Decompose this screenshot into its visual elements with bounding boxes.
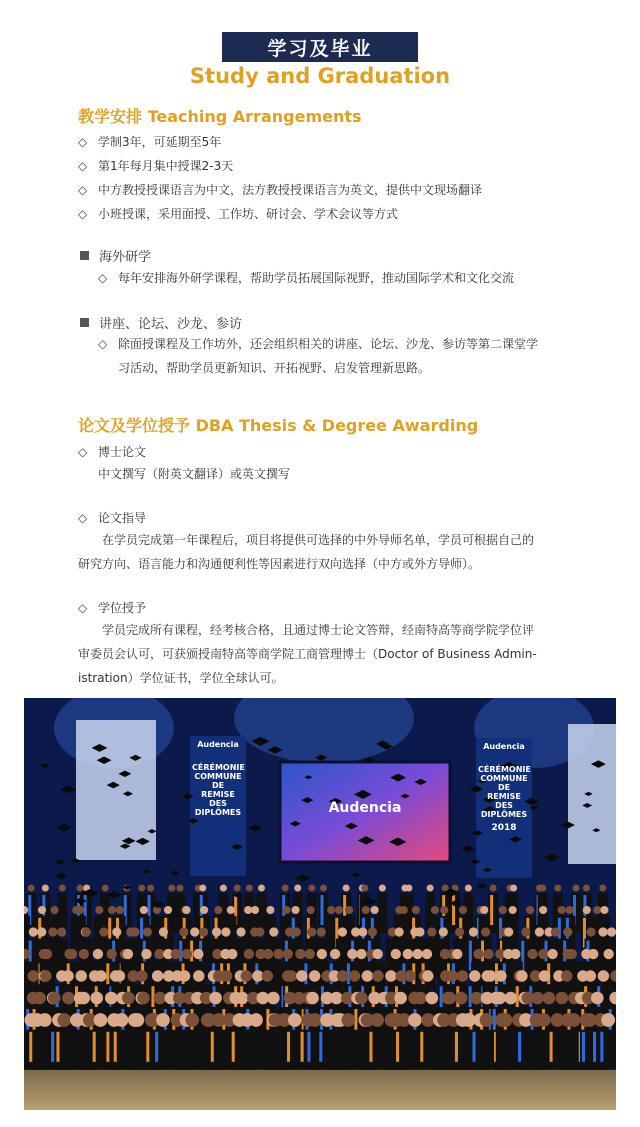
graduate-sash — [582, 1032, 585, 1062]
graduate-sash — [518, 1032, 521, 1062]
graduate-head — [296, 970, 307, 981]
graduate-head — [379, 885, 386, 892]
graduate-head — [499, 1013, 513, 1027]
graduate-head — [282, 885, 289, 892]
graduate-head — [558, 906, 566, 914]
teaching-item: ◇ 学制3年，可延期至5年 — [78, 135, 222, 149]
graduate-head — [137, 992, 150, 1005]
graduate-head — [345, 906, 353, 914]
graduate-sash — [473, 1032, 476, 1062]
graduate-head — [114, 970, 125, 981]
graduate-head — [372, 949, 382, 959]
graduate-sash — [319, 1032, 322, 1062]
graduate-head — [164, 906, 172, 914]
graduate-head — [236, 992, 249, 1005]
graduate-sash — [593, 1032, 596, 1062]
graduate-head — [405, 885, 412, 892]
graduate-head — [556, 992, 569, 1005]
graduate-sash — [232, 1032, 235, 1062]
graduate-head — [306, 992, 319, 1005]
graduate-head — [490, 885, 497, 892]
graduate-head — [286, 970, 297, 981]
graduate-head — [48, 992, 61, 1005]
graduate-sash — [369, 1032, 372, 1062]
graduate-head — [537, 1013, 551, 1027]
graduate-head — [29, 927, 38, 936]
graduate-head — [469, 927, 478, 936]
graduate-head — [62, 970, 73, 981]
graduate-head — [251, 906, 259, 914]
graduate-sash — [550, 1032, 553, 1062]
graduate-head — [136, 970, 147, 981]
graduate-head — [77, 992, 90, 1005]
teaching-item: ◇ 第1年每月集中授课2-3天 — [78, 159, 234, 173]
graduate-head — [185, 1013, 199, 1027]
graduate-head — [122, 992, 135, 1005]
graduate-head — [154, 992, 167, 1005]
graduate-head — [583, 885, 590, 892]
graduate-head — [494, 992, 507, 1005]
graduate-head — [343, 885, 350, 892]
graduate-head — [33, 992, 46, 1005]
graduate-head — [93, 949, 103, 959]
graduate-head — [485, 970, 496, 981]
graduate-sash — [51, 1032, 54, 1062]
graduate-head — [459, 906, 467, 914]
graduate-head — [480, 906, 488, 914]
graduate-head — [57, 1013, 71, 1027]
graduate-head — [607, 927, 616, 936]
graduate-head — [510, 949, 520, 959]
diamond-icon: ◇ — [98, 337, 108, 351]
graduate-head — [308, 885, 315, 892]
graduate-head — [469, 970, 480, 981]
graduate-head — [317, 949, 327, 959]
graduate-head — [79, 949, 89, 959]
graduate-head — [221, 927, 230, 936]
graduate-head — [227, 906, 235, 914]
graduate-head — [305, 949, 315, 959]
graduate-head — [102, 885, 109, 892]
graduate-head — [358, 927, 367, 936]
graduate-head — [385, 970, 396, 981]
audencia-logo: Audencia — [483, 742, 525, 751]
audencia-logo: Audencia — [197, 740, 239, 749]
graduate-head — [588, 949, 598, 959]
graduate-head — [76, 906, 84, 914]
graduate-sash — [490, 895, 493, 925]
graduate-sash — [106, 1032, 109, 1062]
graduate-head — [347, 949, 357, 959]
degree-award-title: ◇ 学位授予 — [78, 601, 147, 615]
graduate-head — [28, 885, 35, 892]
graduate-head — [244, 949, 254, 959]
graduate-head — [341, 1013, 355, 1027]
diamond-icon: ◇ — [78, 135, 88, 149]
graduate-head — [115, 1013, 129, 1027]
graduate-head — [282, 906, 290, 914]
graduate-head — [603, 949, 613, 959]
graduate-head — [535, 927, 544, 936]
graduate-head — [143, 927, 152, 936]
graduate-head — [40, 970, 51, 981]
graduate-head — [105, 992, 118, 1005]
section-title-en: Study and Graduation — [189, 64, 451, 88]
graduate-sash — [420, 1032, 423, 1062]
banner-right: Audencia CÉRÉMONIE COMMUNE DE REMISE DES DIPLÔMES 2018 — [478, 742, 531, 833]
graduate-head — [457, 970, 468, 981]
doctoral-thesis-text: 中文撰写（附英文翻译）或英文撰写 — [98, 467, 291, 481]
graduate-head — [131, 1013, 145, 1027]
graduate-head — [421, 1013, 435, 1027]
graduate-head — [504, 992, 517, 1005]
square-bullet-icon — [80, 318, 89, 327]
graduate-head — [415, 927, 424, 936]
graduate-head — [538, 949, 548, 959]
graduate-head — [154, 949, 164, 959]
graduate-head — [427, 885, 434, 892]
graduate-head — [76, 885, 83, 892]
graduate-head — [262, 970, 273, 981]
graduate-figure — [339, 1030, 359, 1070]
graduate-head — [583, 906, 591, 914]
graduate-head — [138, 885, 145, 892]
square-bullet-icon — [80, 251, 89, 260]
screen-logo: Audencia — [328, 800, 402, 816]
graduate-head — [349, 970, 360, 981]
graduate-head — [288, 1013, 302, 1027]
graduate-head — [307, 906, 315, 914]
graduate-head — [531, 992, 544, 1005]
graduate-head — [330, 992, 343, 1005]
graduate-head — [90, 992, 103, 1005]
graduate-head — [362, 906, 370, 914]
graduate-head — [426, 992, 439, 1005]
graduate-head — [455, 992, 468, 1005]
graduate-head — [168, 885, 175, 892]
graduate-head — [361, 885, 368, 892]
graduate-head — [499, 906, 507, 914]
graduate-head — [48, 927, 57, 936]
lectures-heading: 讲座、论坛、沙龙、参访 — [80, 313, 242, 332]
graduate-sash — [146, 1032, 149, 1062]
graduate-head — [236, 927, 245, 936]
graduate-head — [255, 927, 264, 936]
graduate-head — [338, 927, 347, 936]
graduate-head — [42, 885, 49, 892]
graduate-head — [330, 949, 340, 959]
graduate-head — [241, 970, 252, 981]
graduate-head — [526, 906, 534, 914]
graduate-head — [527, 949, 537, 959]
graduate-head — [337, 970, 348, 981]
graduate-sash — [56, 1032, 59, 1062]
banner-left: Audencia CÉRÉMONIE COMMUNE DE REMISE DES DIPLÔMES — [192, 740, 245, 817]
graduate-head — [123, 949, 133, 959]
graduate-head — [234, 885, 241, 892]
graduate-head — [563, 927, 572, 936]
graduate-head — [440, 906, 448, 914]
graduate-head — [107, 949, 117, 959]
graduate-head — [483, 949, 493, 959]
graduate-head — [294, 885, 301, 892]
lectures-item: ◇ 除面授课程及工作坊外，还会组织相关的讲座、论坛、沙龙、参访等第二课堂学 — [98, 337, 539, 351]
graduate-sash — [455, 1032, 458, 1062]
graduate-head — [452, 949, 462, 959]
graduate-head — [269, 927, 278, 936]
graduate-sash — [600, 1032, 603, 1062]
graduate-head — [600, 906, 608, 914]
graduate-head — [414, 992, 427, 1005]
graduate-head — [391, 949, 401, 959]
graduate-head — [509, 906, 517, 914]
diamond-icon: ◇ — [98, 271, 108, 285]
graduate-head — [356, 949, 366, 959]
diamond-icon: ◇ — [78, 159, 88, 173]
graduate-sash — [211, 1032, 214, 1062]
graduate-head — [95, 970, 106, 981]
graduate-head — [591, 992, 604, 1005]
graduate-sash — [287, 1032, 290, 1062]
graduate-head — [152, 970, 163, 981]
graduate-head — [554, 885, 561, 892]
graduate-head — [199, 927, 208, 936]
teaching-item: ◇ 小班授课，采用面授、工作坊、研讨会、学术会议等方式 — [78, 207, 399, 221]
graduate-head — [593, 906, 601, 914]
graduate-head — [598, 970, 609, 981]
graduate-head — [561, 970, 572, 981]
diamond-icon: ◇ — [78, 183, 88, 197]
graduate-head — [567, 1013, 581, 1027]
graduate-head — [547, 949, 557, 959]
graduate-head — [179, 970, 190, 981]
graduate-sash — [307, 1032, 310, 1062]
graduate-head — [427, 927, 436, 936]
graduate-head — [403, 949, 413, 959]
graduate-figure — [246, 1030, 266, 1070]
overseas-study-item: ◇ 每年安排海外研学课程，帮助学员拓展国际视野，推动国际学术和文化交流 — [98, 271, 515, 285]
graduate-head — [551, 927, 560, 936]
graduate-head — [193, 949, 203, 959]
graduate-head — [273, 949, 283, 959]
graduate-head — [601, 1013, 615, 1027]
graduate-sash — [321, 895, 324, 925]
graduate-sash — [93, 1032, 96, 1062]
graduate-head — [585, 970, 596, 981]
graduate-head — [539, 970, 550, 981]
graduate-head — [455, 927, 464, 936]
graduate-head — [141, 949, 151, 959]
graduate-head — [394, 992, 407, 1005]
graduate-sash — [114, 1032, 117, 1062]
graduate-head — [209, 992, 222, 1005]
diamond-icon: ◇ — [78, 207, 88, 221]
graduate-head — [212, 927, 221, 936]
graduate-head — [177, 885, 184, 892]
graduate-head — [38, 1013, 52, 1027]
graduate-head — [249, 1013, 263, 1027]
graduate-head — [182, 906, 190, 914]
graduate-head — [567, 949, 577, 959]
graduate-head — [130, 927, 139, 936]
graduate-head — [199, 885, 206, 892]
graduate-head — [599, 885, 606, 892]
graduate-head — [94, 1013, 108, 1027]
graduate-head — [190, 927, 199, 936]
graduate-head — [246, 885, 253, 892]
graduate-head — [116, 906, 124, 914]
graduate-head — [112, 927, 121, 936]
graduate-head — [439, 927, 448, 936]
graduate-head — [140, 906, 148, 914]
graduate-head — [266, 906, 274, 914]
graduate-head — [147, 885, 154, 892]
graduate-head — [516, 970, 527, 981]
graduate-sash — [29, 1032, 32, 1062]
graduate-head — [317, 927, 326, 936]
graduate-head — [572, 885, 579, 892]
thesis-guidance-title: ◇ 论文指导 — [78, 511, 147, 525]
graduate-head — [67, 949, 77, 959]
overseas-study-heading: 海外研学 — [80, 246, 151, 265]
graduate-head — [292, 906, 300, 914]
graduate-head — [227, 949, 237, 959]
graduate-head — [495, 970, 506, 981]
graduate-head — [368, 927, 377, 936]
graduate-head — [214, 906, 222, 914]
graduate-head — [156, 1013, 170, 1027]
graduate-head — [57, 927, 66, 936]
graduate-head — [182, 949, 192, 959]
graduate-head — [220, 885, 227, 892]
graduate-head — [82, 927, 91, 936]
graduate-head — [292, 927, 301, 936]
graduate-head — [193, 970, 204, 981]
graduate-head — [171, 949, 181, 959]
graduate-head — [510, 885, 517, 892]
thesis-guidance-text: 在学员完成第一年课程后，项目将提供可选择的中外导师名单，学员可根据自己的 研究方向、语言能力和沟通便利性等因素进行双向选择（中方或外方导师）。 — [78, 533, 535, 571]
graduate-head — [412, 949, 422, 959]
doctoral-thesis-title: ◇ 博士论文 — [78, 445, 147, 459]
graduate-head — [327, 906, 335, 914]
graduate-head — [480, 1013, 494, 1027]
graduate-head — [38, 906, 46, 914]
graduate-head — [200, 906, 208, 914]
graduate-head — [543, 992, 556, 1005]
graduate-head — [539, 906, 547, 914]
graduate-head — [395, 927, 404, 936]
graduate-head — [99, 927, 108, 936]
graduate-head — [308, 1013, 322, 1027]
graduate-head — [335, 906, 343, 914]
graduate-head — [309, 970, 320, 981]
graduate-head — [521, 927, 530, 936]
graduate-head — [465, 885, 472, 892]
graduate-head — [159, 927, 168, 936]
graduate-head — [108, 906, 116, 914]
graduate-head — [444, 992, 457, 1005]
graduate-head — [179, 927, 188, 936]
graduate-head — [504, 927, 513, 936]
graduate-head — [258, 885, 265, 892]
graduate-head — [75, 970, 86, 981]
teaching-item: ◇ 中方教授授课语言为中文，法方教授授课语言为英文，提供中文现场翻译 — [78, 183, 483, 197]
graduate-head — [598, 927, 607, 936]
diamond-icon: ◇ — [78, 445, 88, 459]
graduate-head — [50, 906, 58, 914]
graduate-head — [42, 949, 52, 959]
diamond-icon: ◇ — [78, 601, 88, 615]
graduate-head — [566, 906, 574, 914]
graduate-head — [307, 927, 316, 936]
graduate-head — [408, 1013, 422, 1027]
graduate-head — [404, 970, 415, 981]
graduate-head — [62, 992, 75, 1005]
graduate-sash — [396, 1032, 399, 1062]
degree-award-text: 学员完成所有课程，经考核合格，且通过博士论文答辩，经南特高等商学院学位评 审委员会认可，可获颁授南特高等商学院工商管理博士（Doctor of Business Admin- istration）学位证书，学位全球认可。 — [78, 623, 537, 685]
graduate-head — [37, 927, 46, 936]
graduate-head — [263, 949, 273, 959]
lectures-item-cont: 习活动，帮助学员更新知识、开拓视野、启发管理新思路。 — [118, 361, 431, 375]
graduate-sash — [452, 895, 455, 925]
graduate-head — [267, 992, 280, 1005]
diamond-icon: ◇ — [78, 511, 88, 525]
teaching-heading: 教学安排 Teaching Arrangements — [78, 107, 362, 126]
graduate-head — [370, 1013, 384, 1027]
section-title-box — [222, 32, 418, 62]
graduate-head — [27, 970, 38, 981]
graduate-head — [295, 949, 305, 959]
section-title-cn: 学习及毕业 — [267, 37, 373, 60]
graduate-head — [447, 970, 458, 981]
thesis-heading: 论文及学位授予 DBA Thesis & Degree Awarding — [78, 416, 479, 435]
graduate-head — [473, 949, 483, 959]
graduate-head — [400, 906, 408, 914]
graduate-head — [372, 970, 383, 981]
graduate-head — [320, 885, 327, 892]
graduate-head — [412, 906, 420, 914]
graduate-head — [371, 906, 379, 914]
graduate-sash — [155, 1032, 158, 1062]
graduate-head — [586, 927, 595, 936]
graduate-head — [422, 949, 432, 959]
graduate-head — [539, 885, 546, 892]
graduate-sash — [301, 1032, 304, 1062]
graduate-head — [95, 906, 103, 914]
graduation-ceremony-photo — [24, 698, 616, 1110]
graduate-head — [355, 992, 368, 1005]
graduate-head — [221, 970, 232, 981]
graduate-head — [431, 906, 439, 914]
graduate-head — [59, 885, 66, 892]
graduate-head — [283, 949, 293, 959]
graduate-head — [422, 970, 433, 981]
graduate-head — [362, 970, 373, 981]
graduate-head — [481, 927, 490, 936]
